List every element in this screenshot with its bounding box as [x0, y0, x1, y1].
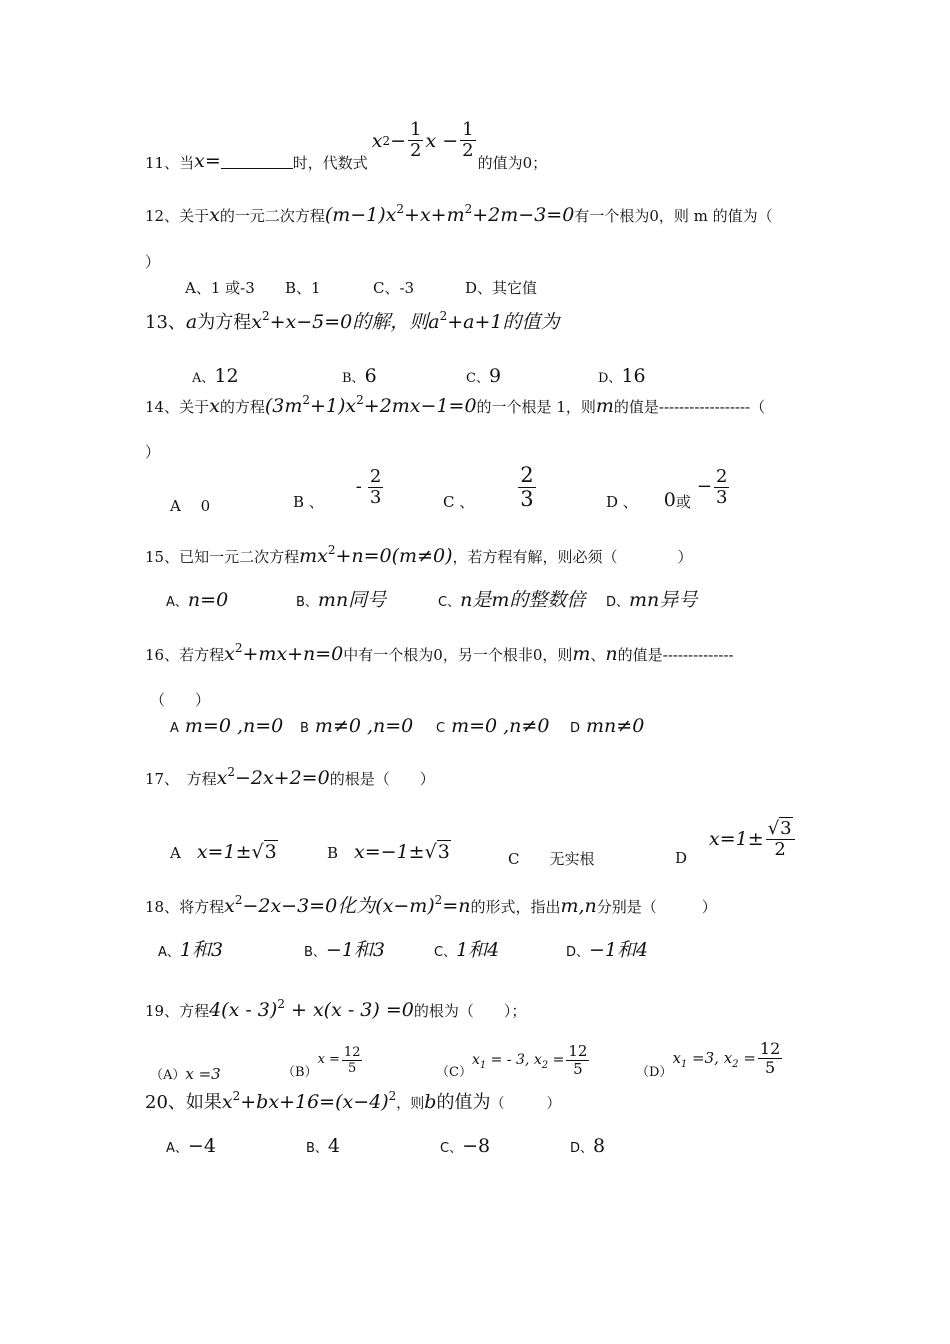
q12-option-c[interactable]: C、-3	[373, 279, 415, 297]
q13-sup2: 2	[439, 309, 448, 323]
q20-option-a[interactable]	[166, 1136, 216, 1159]
q15-option-b-label: B、	[296, 595, 318, 610]
q17-sup1: 2	[227, 765, 235, 779]
q20-option-c-val: −8	[462, 1135, 491, 1157]
q11-eq: =	[204, 150, 221, 172]
q18-option-b-val: −1和3	[325, 939, 386, 961]
q19-option-a[interactable]	[150, 1064, 221, 1086]
q11-minus: −	[390, 129, 407, 152]
q19-option-b-val: x =	[317, 1052, 340, 1067]
q12-option-b[interactable]: B、1	[285, 279, 321, 297]
q18-sup2: 2	[434, 893, 443, 907]
q14-option-c-den: 3	[520, 486, 534, 511]
q19-option-b-num: 12	[343, 1044, 361, 1060]
q19-option-d[interactable]	[636, 1036, 784, 1080]
q19-prefix: 19、方程	[145, 1002, 210, 1020]
q16-option-b-label: B	[300, 721, 309, 736]
q15-option-a-val: n=0	[187, 589, 229, 611]
q19-option-c-expr	[472, 1050, 564, 1070]
q17-option-a[interactable]: A x=1±√3	[170, 841, 277, 863]
q15-suffix: ，若方程有解，则必须（ ）	[452, 548, 693, 566]
q14-var2: m	[595, 395, 614, 417]
q20-var: b	[424, 1091, 437, 1113]
q14-suffix: 的一个根是 1，则	[476, 398, 596, 416]
q14-close: ）	[145, 443, 161, 461]
q14-option-b-label: B 、	[293, 493, 324, 511]
q11-frac2-den: 2	[462, 140, 474, 161]
q15-prefix: 15、已知一元二次方程	[145, 548, 300, 566]
q19-c-sub1: 1	[479, 1060, 487, 1071]
q11-frac1-num: 1	[410, 119, 422, 140]
q13-option-b[interactable]	[342, 366, 377, 389]
q16-option-a-label: A	[170, 721, 179, 736]
q20-prefix: 20、如果	[145, 1092, 222, 1113]
q19-c-x1: x	[471, 1052, 480, 1068]
q13-option-c-label: C、	[466, 371, 489, 386]
q12-suffix: 有一个根为0，则 m 的值为（	[574, 207, 773, 225]
q11-mid: 时，代数式	[292, 154, 368, 172]
q11-answer-blank[interactable]	[221, 154, 293, 169]
q18-option-a-label: A、	[158, 945, 180, 960]
q19-c-sub2: 2	[541, 1060, 549, 1071]
q14-option-d[interactable]	[606, 462, 731, 512]
q17-option-a-label: A	[170, 844, 181, 862]
q13-option-b-val: 6	[364, 365, 377, 387]
q12-prefix: 12、关于	[145, 207, 210, 225]
q11-var: x	[194, 150, 205, 172]
q19-option-d-label: （D）	[636, 1065, 673, 1080]
q16-option-a-val: m=0 ,n=0	[184, 715, 284, 737]
q13-option-d-val: 16	[621, 365, 646, 387]
q17-option-b-rad: 3	[437, 841, 450, 863]
q16-suffix: 中有一个根为0，另一个根非0，则	[343, 646, 573, 664]
q20-option-d[interactable]	[570, 1136, 605, 1159]
q11-expression: x 2 − $\frac{1}{2}$ x − $\frac{1}{2}$	[371, 119, 474, 161]
q16-option-a[interactable]	[170, 716, 283, 739]
q19-suffix: 的根为（ ）；	[413, 1002, 527, 1020]
q14-option-b-num: 2	[369, 465, 382, 487]
q14-option-c-label: C 、	[443, 493, 475, 511]
q19-d-x1: x	[672, 1049, 681, 1067]
q16-option-d-label: D	[570, 721, 581, 736]
q12-sup2: 2	[464, 202, 473, 216]
q15-option-d[interactable]	[606, 590, 697, 613]
question-16	[145, 641, 734, 665]
q18-option-d[interactable]	[566, 940, 648, 963]
q18-option-c-val: 1和4	[456, 939, 500, 961]
q20-sup2: 2	[388, 1089, 397, 1103]
q12-sup1: 2	[396, 202, 405, 216]
q20-eq-a: x	[221, 1091, 233, 1113]
q17-option-b-val: x=−1±	[354, 841, 425, 863]
q19-eq-a: 4(x - 3)	[209, 999, 278, 1021]
q19-option-d-frac	[758, 1040, 782, 1077]
q17-option-d-frac: $\frac{√3}{2}$	[766, 819, 795, 860]
q15-option-c-val: n是m的整数倍	[460, 589, 586, 611]
q14-option-d-or: 或	[675, 493, 691, 511]
q14-option-b-frac	[368, 467, 383, 508]
q15-option-c[interactable]	[438, 590, 585, 613]
question-11	[145, 119, 548, 175]
q18-option-c-label: C、	[434, 945, 457, 960]
q20-option-c[interactable]	[440, 1136, 490, 1159]
q16-option-d-val: mn≠0	[586, 715, 645, 737]
q11-expr-a: x	[371, 129, 383, 152]
q18-prefix: 18、将方程	[145, 898, 225, 916]
q20-option-a-val: −4	[187, 1135, 216, 1157]
q13-option-a-label: A、	[192, 371, 215, 386]
q12-option-a[interactable]: A、1 或-3	[185, 279, 255, 297]
q12-option-d[interactable]: D、其它值	[465, 279, 538, 297]
q19-c-eq: =	[548, 1052, 565, 1068]
q16-suffix2: 的值是--------------	[617, 646, 734, 664]
q20-option-d-val: 8	[593, 1135, 606, 1157]
q19-option-a-val: x =3	[185, 1065, 221, 1083]
q12-var: x	[209, 204, 220, 226]
q14-eq-b: +1)x	[310, 395, 357, 417]
q19-sup1: 2	[277, 997, 285, 1011]
q19-d-mid: =3, x	[687, 1049, 733, 1067]
q14-option-c-num: 2	[520, 462, 534, 487]
q19-option-c-label: （C）	[436, 1065, 472, 1080]
q13-mid: 为方程	[197, 312, 252, 333]
q13-prefix: 13、	[145, 312, 186, 333]
q15-option-d-val: mn异号	[629, 589, 698, 611]
q20-option-c-label: C、	[440, 1141, 463, 1156]
q11-suffix: 的值为0；	[477, 154, 548, 172]
q14-eq-c: +2mx−1=0	[363, 395, 477, 417]
q14-mid: 的方程	[219, 398, 265, 416]
q13-option-b-label: B、	[342, 371, 365, 386]
question-12	[145, 202, 773, 226]
question-14	[145, 393, 766, 417]
q15-option-d-label: D、	[606, 595, 630, 610]
q11-frac1-den: 2	[410, 140, 422, 161]
q19-option-d-num: 12	[759, 1038, 781, 1058]
question-20	[145, 1090, 560, 1116]
q14-suffix2: 的值是------------------（	[613, 398, 766, 416]
q14-prefix: 14、关于	[145, 398, 210, 416]
q16-close: （ ）	[150, 691, 211, 709]
q16-sep: 、	[590, 646, 606, 664]
q11-frac2	[460, 120, 475, 161]
q16-option-b-val: m≠0 ,n=0	[314, 715, 414, 737]
q20-option-a-label: A、	[166, 1141, 188, 1156]
q19-option-c-num: 12	[568, 1041, 588, 1060]
q19-d-eq: =	[738, 1049, 756, 1067]
q20-option-b-label: B、	[306, 1141, 328, 1156]
q17-option-a-rad: 3	[264, 841, 277, 863]
q20-sup1: 2	[232, 1089, 241, 1103]
q17-option-b-label: B	[327, 844, 339, 862]
q16-sup1: 2	[234, 641, 243, 655]
q20-option-b-val: 4	[327, 1135, 341, 1157]
q19-option-c-den: 5	[573, 1059, 583, 1078]
q19-option-c[interactable]	[436, 1040, 591, 1080]
q18-option-b-label: B、	[304, 945, 326, 960]
q15-option-b-val: mn同号	[317, 589, 387, 611]
q14-sup1: 2	[302, 393, 310, 407]
q15-option-a-label: A、	[166, 595, 188, 610]
q19-option-c-frac	[566, 1043, 589, 1078]
q14-sup2: 2	[356, 393, 364, 407]
q19-c-mid: = - 3, x	[486, 1052, 542, 1068]
q14-option-a[interactable]: A 0	[170, 497, 211, 515]
q17-option-a-val: x=1±	[196, 841, 252, 863]
q12-eq-b: +x+m	[404, 204, 465, 226]
q14-option-d-frac	[714, 467, 729, 508]
q17-option-c-label: C	[508, 850, 520, 868]
q11-frac2-num: 1	[462, 119, 474, 140]
q12-close: ）	[145, 253, 161, 271]
q12-eq-a: (m−1)x	[324, 204, 397, 226]
q18-vars: m,n	[560, 895, 597, 917]
q13-eq-a: x	[251, 311, 262, 333]
q14-option-b-den: 3	[369, 486, 382, 508]
q13-eq-b: +x−5=0的解，则a	[269, 311, 440, 333]
q14-option-d-num: 2	[716, 465, 728, 487]
q18-option-b[interactable]	[304, 940, 385, 963]
q18-option-d-val: −1和4	[589, 939, 649, 961]
q13-eq-c: +a+1的值为	[447, 311, 560, 333]
q14-option-d-sign: −	[696, 476, 712, 497]
question-19	[145, 997, 527, 1021]
q13-option-c[interactable]	[466, 366, 501, 389]
q14-eq-a: (3m	[264, 395, 303, 417]
q16-option-b[interactable]	[300, 716, 413, 739]
question-15	[145, 543, 693, 567]
question-17	[145, 765, 435, 789]
q17-eq-b: −2x+2=0	[234, 767, 330, 789]
q14-option-d-den: 3	[716, 486, 728, 508]
question-13	[145, 310, 559, 335]
q13-option-a[interactable]	[192, 366, 239, 389]
q16-var1: m	[572, 643, 591, 665]
q19-option-b-label: （B）	[282, 1065, 318, 1080]
q16-option-c[interactable]	[436, 716, 549, 739]
q18-option-a-val: 1和3	[179, 939, 224, 961]
q18-suffix: 的形式，指出	[470, 898, 561, 916]
q17-option-d-num: 3	[780, 817, 792, 839]
q17-eq-a: x	[216, 767, 228, 789]
q17-option-d[interactable]	[675, 814, 797, 867]
question-18	[145, 893, 717, 917]
q14-option-b-sign: -	[355, 476, 362, 497]
q20-suffix: ，则	[396, 1096, 425, 1112]
q14-option-b[interactable]	[293, 462, 385, 512]
q14-option-d-label: D 、	[606, 493, 638, 511]
q15-eq-a: mx	[299, 545, 328, 567]
q13-var: a	[185, 311, 198, 333]
q11-frac1	[408, 120, 423, 161]
q19-option-b-den: 5	[348, 1060, 357, 1076]
q19-option-b-frac	[342, 1045, 363, 1076]
q13-option-d-label: D、	[598, 371, 622, 386]
q18-eq-c: =n	[442, 895, 471, 917]
q18-eq-b: −2x−3=0化为(x−m)	[242, 895, 435, 917]
q19-option-a-label: （A）	[150, 1068, 186, 1083]
q19-option-d-expr	[672, 1048, 755, 1068]
q19-eq-b: + x(x - 3) =0	[284, 999, 414, 1021]
q17-option-d-den: 2	[774, 838, 786, 860]
q20-suffix2: 的值为	[436, 1092, 491, 1113]
q18-option-a[interactable]	[158, 940, 223, 963]
q12-mid: 的一元二次方程	[219, 207, 325, 225]
q20-option-b[interactable]	[306, 1136, 340, 1159]
q11-expr-c: x −	[425, 129, 459, 152]
q13-option-a-val: 12	[214, 365, 239, 387]
q17-option-b[interactable]: B x=−1±√3	[327, 841, 450, 863]
q17-prefix: 17、 方程	[145, 770, 217, 788]
q11-prefix: 11、当	[145, 154, 195, 172]
q14-var: x	[209, 395, 220, 417]
q16-eq-b: +mx+n=0	[242, 643, 344, 665]
q13-sup1: 2	[261, 309, 270, 323]
q17-option-c-val: 无实根	[549, 850, 595, 868]
q15-option-c-label: C、	[438, 595, 461, 610]
q19-option-b[interactable]	[282, 1040, 364, 1080]
q17-option-d-val: x=1±	[709, 828, 764, 850]
q17-suffix: 的根是（ ）	[329, 770, 435, 788]
q16-prefix: 16、若方程	[145, 646, 225, 664]
q19-option-d-den: 5	[764, 1057, 776, 1077]
q19-d-sub2: 2	[732, 1059, 739, 1070]
q14-option-c-frac	[518, 464, 535, 511]
q18-eq-a: x	[224, 895, 235, 917]
q15-option-b[interactable]	[296, 590, 386, 613]
q12-eq-c: +2m−3=0	[472, 204, 575, 226]
q16-option-c-label: C	[436, 721, 446, 736]
q18-suffix2: 分别是（ ）	[596, 898, 717, 916]
q17-option-c[interactable]	[508, 849, 595, 869]
q14-option-c[interactable]	[443, 462, 538, 512]
q16-option-d[interactable]	[570, 716, 644, 739]
q13-option-c-val: 9	[488, 365, 502, 387]
q16-eq-a: x	[224, 643, 235, 665]
q15-eq-b: +n=0(m≠0)	[335, 545, 453, 567]
q17-option-d-label: D	[675, 849, 688, 867]
q20-eq-b: +bx+16=(x−4)	[240, 1091, 389, 1113]
q20-option-d-label: D、	[570, 1141, 594, 1156]
q13-option-d[interactable]	[598, 366, 646, 389]
q18-option-d-label: D、	[566, 945, 590, 960]
q18-sup1: 2	[234, 893, 243, 907]
q14-option-d-zero: 0	[663, 489, 676, 511]
q18-option-c[interactable]	[434, 940, 499, 963]
q19-d-sub1: 1	[680, 1059, 688, 1070]
q15-sup1: 2	[327, 543, 336, 557]
q16-option-c-val: m=0 ,n≠0	[451, 715, 550, 737]
q15-option-a[interactable]	[166, 590, 228, 613]
q16-var2: n	[605, 643, 618, 665]
q20-paren: （ ）	[490, 1096, 561, 1112]
